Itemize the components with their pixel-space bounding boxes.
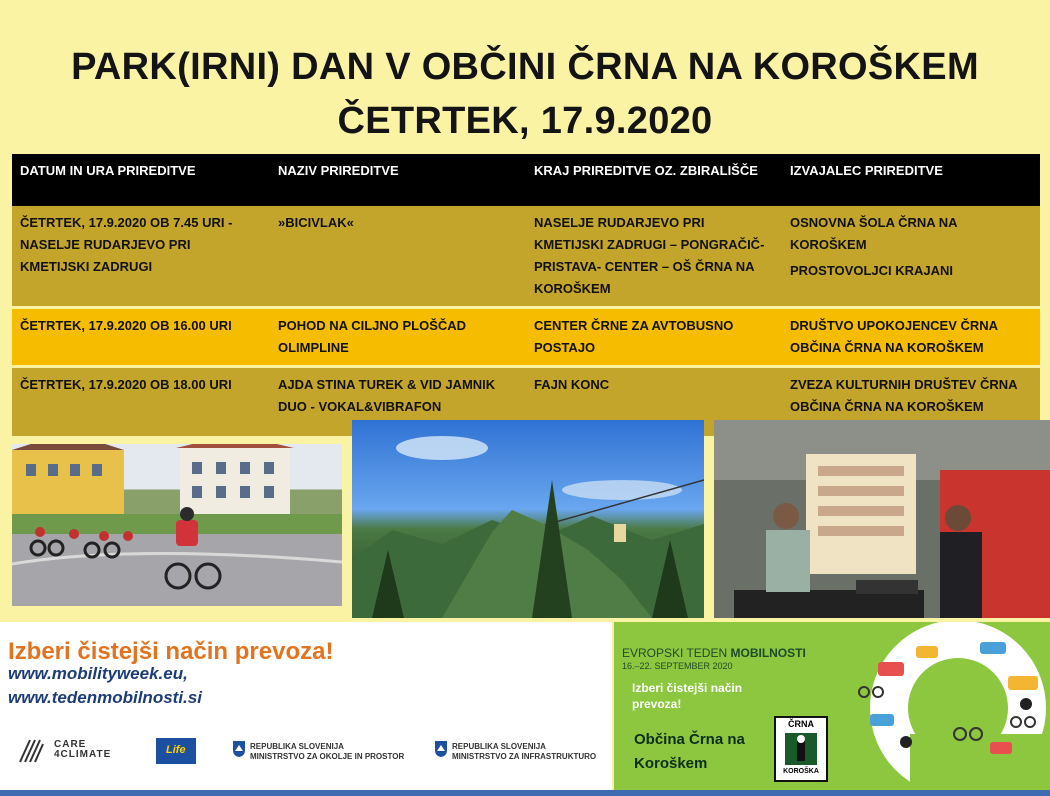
- cell-datum: ČETRTEK, 17.9.2020 OB 7.45 URI - NASELJE RUDARJEVO PRI KMETIJSKI ZADRUGI: [12, 206, 270, 306]
- municipality-name: Občina Črna na Koroškem: [634, 731, 745, 772]
- table-row: [12, 206, 1040, 306]
- cell-datum: ČETRTEK, 17.9.2020 OB 18.00 URI: [12, 368, 270, 436]
- cell-naziv: AJDA STINA TUREK & VID JAMNIK DUO - VOKAL&VIBRAFON: [270, 368, 526, 436]
- crest-top-text: ČRNA: [788, 719, 814, 729]
- poster-title: PARK(IRNI) DAN V OBČINI ČRNA NA KOROŠKEM: [71, 46, 979, 88]
- tedenmobilnosti-link[interactable]: www.tedenmobilnosti.si: [8, 688, 202, 707]
- cyclists-photo: [12, 444, 342, 606]
- events-table: [12, 154, 1040, 436]
- slogan-text: Izberi čistejši način prevoza!: [8, 638, 334, 665]
- header-datum: DATUM IN URA PRIREDITVE: [12, 154, 270, 206]
- crna-crest-logo: [774, 716, 828, 782]
- life-logo-text: Life: [166, 744, 186, 756]
- mobility-illustration-icon: [840, 622, 1050, 792]
- poster-date: ČETRTEK, 17.9.2020: [337, 100, 713, 142]
- mobility-week-green-banner: [614, 622, 1050, 792]
- cell-kraj: CENTER ČRNE ZA AVTOBUSNO POSTAJO: [526, 309, 782, 365]
- mobility-week-title-b: MOBILNOSTI: [730, 646, 806, 660]
- header-kraj: KRAJ PRIREDITVE OZ. ZBIRALIŠČE: [526, 154, 782, 206]
- cell-kraj: NASELJE RUDARJEVO PRI KMETIJSKI ZADRUGI – PONGRAČIČ-PRISTAVA- CENTER – OŠ ČRNA NA KOROŠKEM: [526, 206, 782, 306]
- cell-naziv: [270, 206, 526, 306]
- cell-naziv: POHOD NA CILJNO PLOŠČAD OLIMPLINE: [270, 309, 526, 365]
- mobility-week-dates: 16.–22. SEPTEMBER 2020: [622, 661, 733, 671]
- header-izvajalec: IZVAJALEC PRIREDITVE: [782, 154, 1040, 206]
- cell-izvajalec: [782, 206, 1040, 306]
- mobility-week-title: [622, 646, 806, 660]
- life-logo: [156, 738, 196, 764]
- cell-izvajalec-text: OSNOVNA ŠOLA ČRNA NA KOROŠKEM: [790, 215, 958, 252]
- crest-bottom-text: KOROŠKA: [783, 768, 819, 775]
- cell-naziv-text: »BICIVLAK«: [278, 215, 354, 230]
- cell-izvajalec: DRUŠTVO UPOKOJENCEV ČRNA OBČINA ČRNA NA KOROŠKEM: [782, 309, 1040, 365]
- mobility-week-slogan: Izberi čistejši način prevoza!: [632, 681, 743, 711]
- mountain-landscape-photo: [352, 420, 704, 618]
- header-naziv: NAZIV PRIREDITVE: [270, 154, 526, 206]
- cell-izvajalec-secondary: PROSTOVOLJCI KRAJANI: [790, 263, 954, 278]
- slovenia-crest-icon: [232, 740, 246, 758]
- cell-izvajalec: ZVEZA KULTURNIH DRUŠTEV ČRNA OBČINA ČRNA NA KOROŠKEM: [782, 368, 1040, 436]
- cell-kraj: FAJN KONC: [526, 368, 782, 436]
- mobility-week-title-a: EVROPSKI TEDEN: [622, 646, 731, 660]
- care4climate-logo-text: CARE 4CLIMATE: [54, 739, 112, 760]
- bottom-bar: [0, 790, 1050, 796]
- mzi-logo-text: REPUBLIKA SLOVENIJA MINISTRSTVO ZA INFRASTRUKTURO: [452, 742, 597, 761]
- slovenia-crest-icon: [434, 740, 448, 758]
- table-row: [12, 309, 1040, 365]
- table-header-row: [12, 154, 1040, 206]
- partner-logos: [0, 708, 612, 796]
- mop-logo-text: REPUBLIKA SLOVENIJA MINISTRSTVO ZA OKOLJE IN PROSTOR: [250, 742, 405, 761]
- cell-datum: ČETRTEK, 17.9.2020 OB 16.00 URI: [12, 309, 270, 365]
- concert-photo: [714, 420, 1050, 618]
- care4climate-icon: [16, 736, 46, 766]
- crest-emblem-icon: [783, 731, 819, 767]
- mobilityweek-link[interactable]: www.mobilityweek.eu,: [8, 664, 188, 683]
